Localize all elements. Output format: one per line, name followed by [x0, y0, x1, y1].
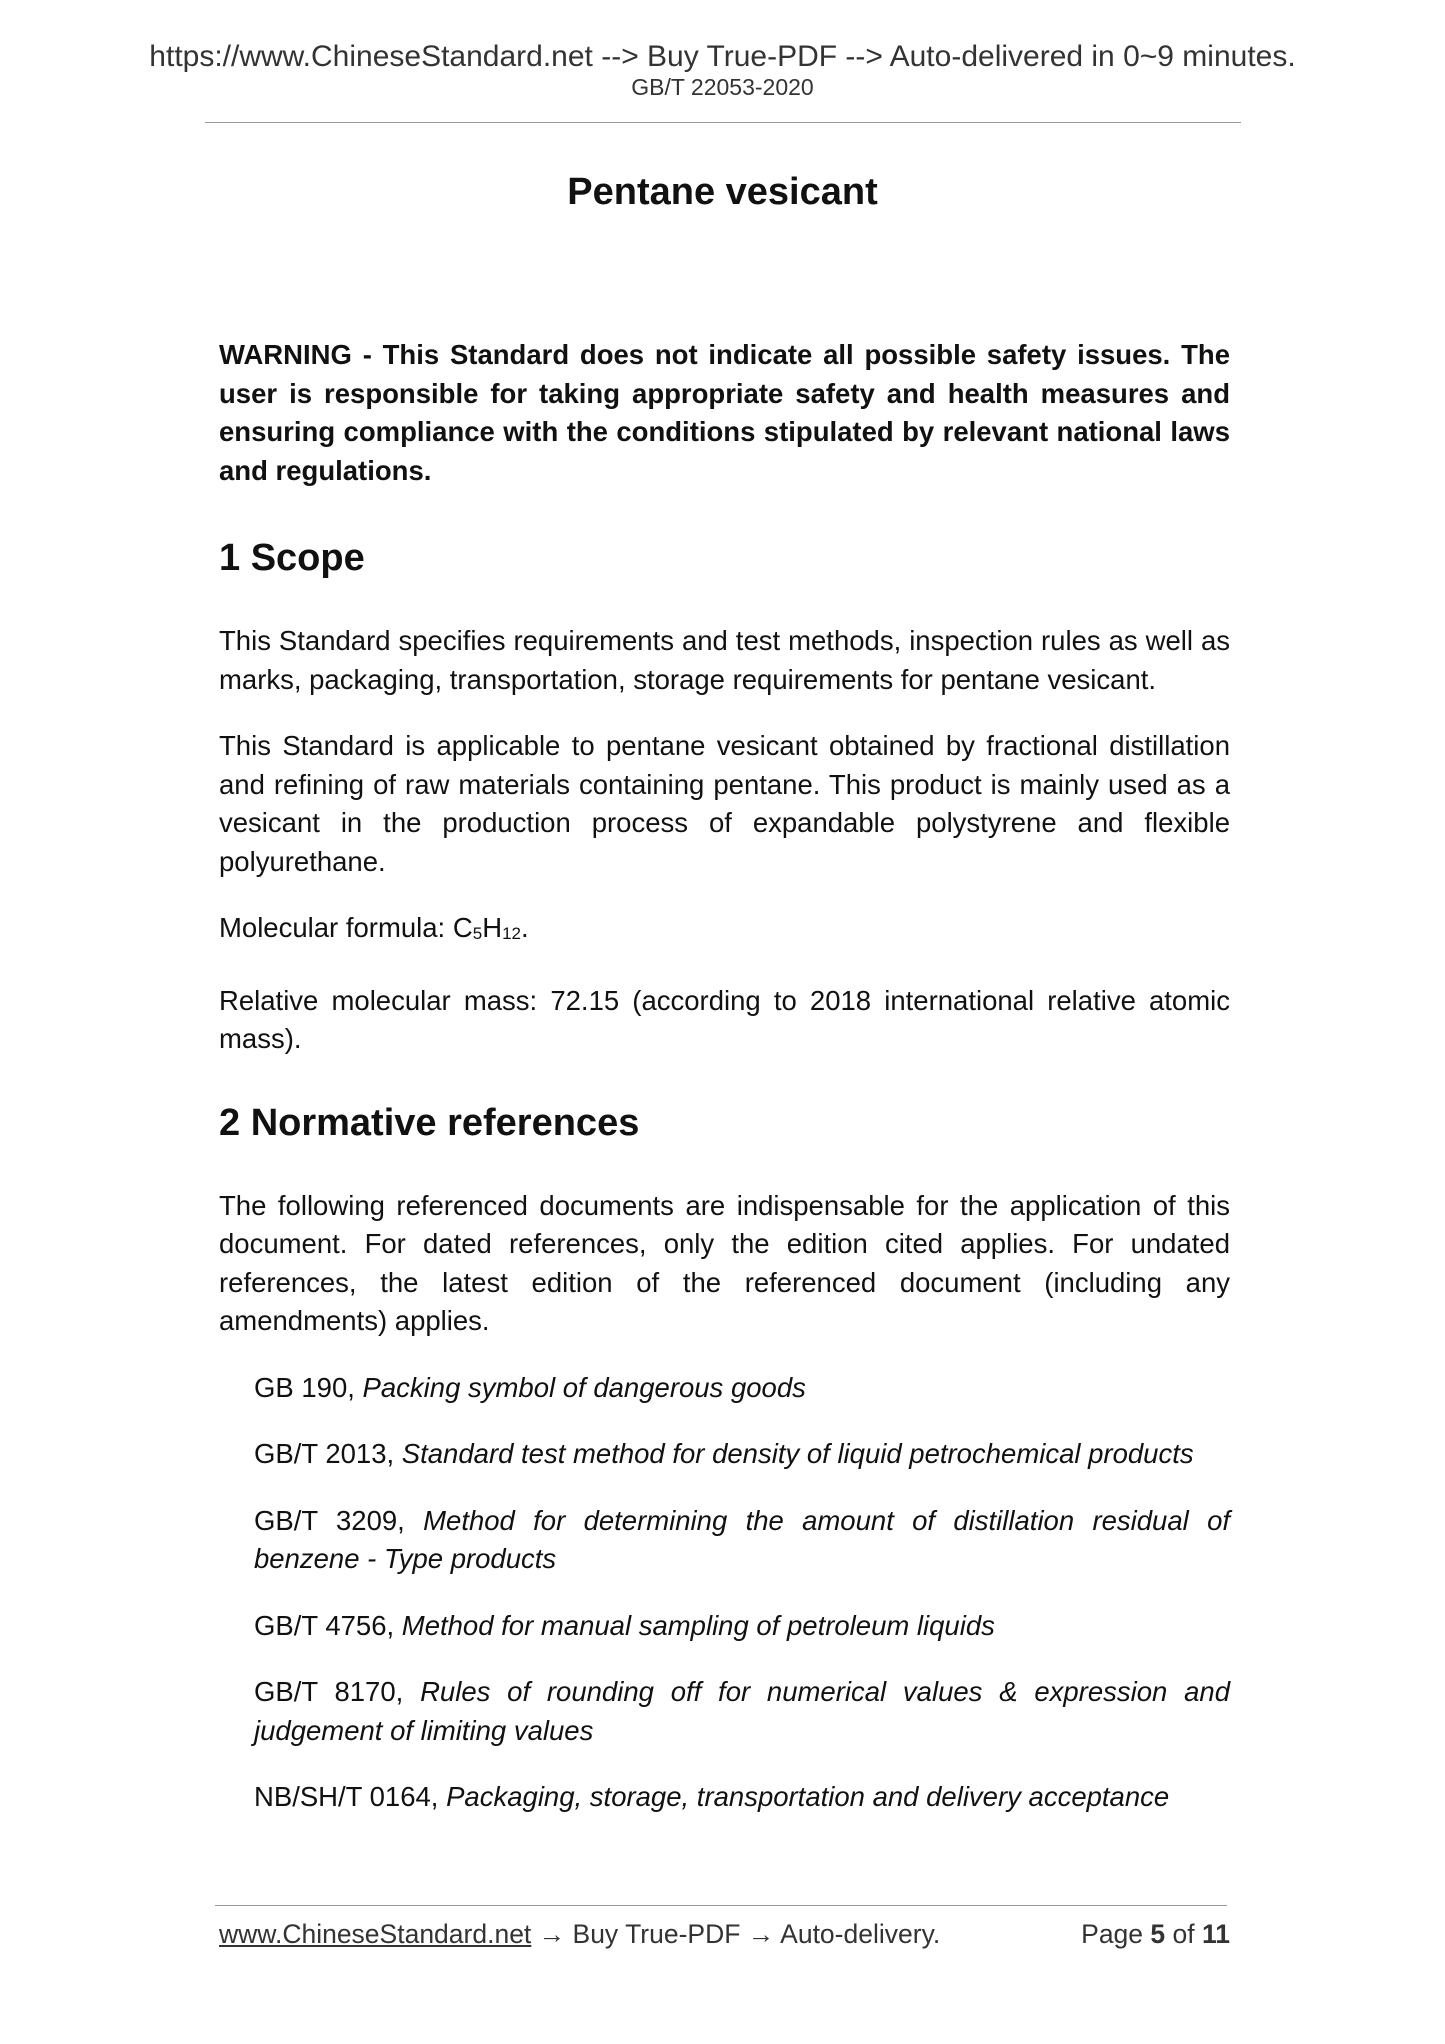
- formula-h-subscript: 12: [502, 924, 521, 943]
- current-page: 5: [1150, 1919, 1166, 1949]
- reference-title: Rules of rounding off for numerical values & expression and judgement of limiting values: [254, 1676, 1230, 1746]
- page-number: [1081, 1918, 1230, 1950]
- reference-code: NB/SH/T 0164,: [254, 1781, 447, 1812]
- footer-tagline: → Buy True-PDF → Auto-delivery.: [531, 1919, 941, 1949]
- reference-title: Packaging, storage, transportation and delivery acceptance: [446, 1781, 1170, 1812]
- scope-paragraph-1: This Standard specifies requirements and test methods, inspection rules as well as marks, packaging, transportation, storage requirements for pentane vesicant.: [219, 625, 1230, 695]
- document-body: [219, 336, 1230, 1845]
- reference-item: [219, 1435, 1230, 1474]
- reference-item: [219, 1607, 1230, 1646]
- reference-code: GB/T 4756,: [254, 1609, 402, 1641]
- molecular-formula: [219, 909, 1230, 954]
- header-standard-code: GB/T 22053-2020: [631, 74, 814, 100]
- warning-paragraph: WARNING - This Standard does not indicate all possible safety issues. The user is responsible for taking appropriate safety and health measures and ensuring compliance with the conditions stipulated by relevant national laws and regulations.: [219, 339, 1230, 486]
- reference-item: [219, 1778, 1230, 1817]
- page-footer: [219, 1918, 1230, 1950]
- references-intro: The following referenced documents are indispensable for the application of this document. For dated references, only the edition cited applies. For undated references, the latest edition of the referenced document (including any amendments) applies.: [219, 1189, 1230, 1336]
- scope-heading: 1 Scope: [219, 537, 365, 579]
- footer-divider: [215, 1905, 1227, 1906]
- header-divider: [205, 122, 1241, 123]
- formula-h: H: [482, 912, 503, 943]
- reference-title: Method for determining the amount of distillation residual of benzene - Type products: [254, 1504, 1230, 1574]
- formula-label: Molecular formula:: [219, 912, 453, 943]
- total-pages: 11: [1201, 1919, 1230, 1949]
- reference-code: GB 190,: [254, 1371, 363, 1403]
- reference-code: GB/T 2013,: [254, 1438, 402, 1469]
- reference-item: [219, 1369, 1230, 1408]
- reference-title: Method for manual sampling of petroleum liquids: [401, 1609, 995, 1641]
- reference-title: Packing symbol of dangerous goods: [362, 1371, 806, 1403]
- document-title: Pentane vesicant: [567, 171, 878, 213]
- formula-end: .: [520, 912, 529, 943]
- normative-references-heading: 2 Normative references: [219, 1101, 640, 1144]
- reference-title: Standard test method for density of liquid petrochemical products: [401, 1438, 1194, 1469]
- header-url-banner: https://www.ChineseStandard.net --> Buy True-PDF --> Auto-delivered in 0~9 minutes.: [149, 40, 1296, 73]
- footer-website-link[interactable]: www.ChineseStandard.net: [219, 1919, 532, 1949]
- reference-code: GB/T 8170,: [254, 1676, 421, 1707]
- formula-c-subscript: 5: [472, 924, 483, 943]
- scope-paragraph-2: This Standard is applicable to pentane vesicant obtained by fractional distillation and refining of raw materials containing pentane. This product is mainly used as a vesicant in the production process of expandable polystyrene and flexible polyurethane.: [219, 730, 1230, 877]
- page-word: Page: [1081, 1919, 1151, 1949]
- of-word: of: [1165, 1919, 1202, 1949]
- reference-item: [219, 1673, 1230, 1750]
- reference-code: GB/T 3209,: [254, 1504, 424, 1536]
- reference-item: [219, 1502, 1230, 1579]
- molecular-mass: Relative molecular mass: 72.15 (according to 2018 international relative atomic mass).: [219, 984, 1230, 1054]
- formula-c: C: [452, 912, 473, 943]
